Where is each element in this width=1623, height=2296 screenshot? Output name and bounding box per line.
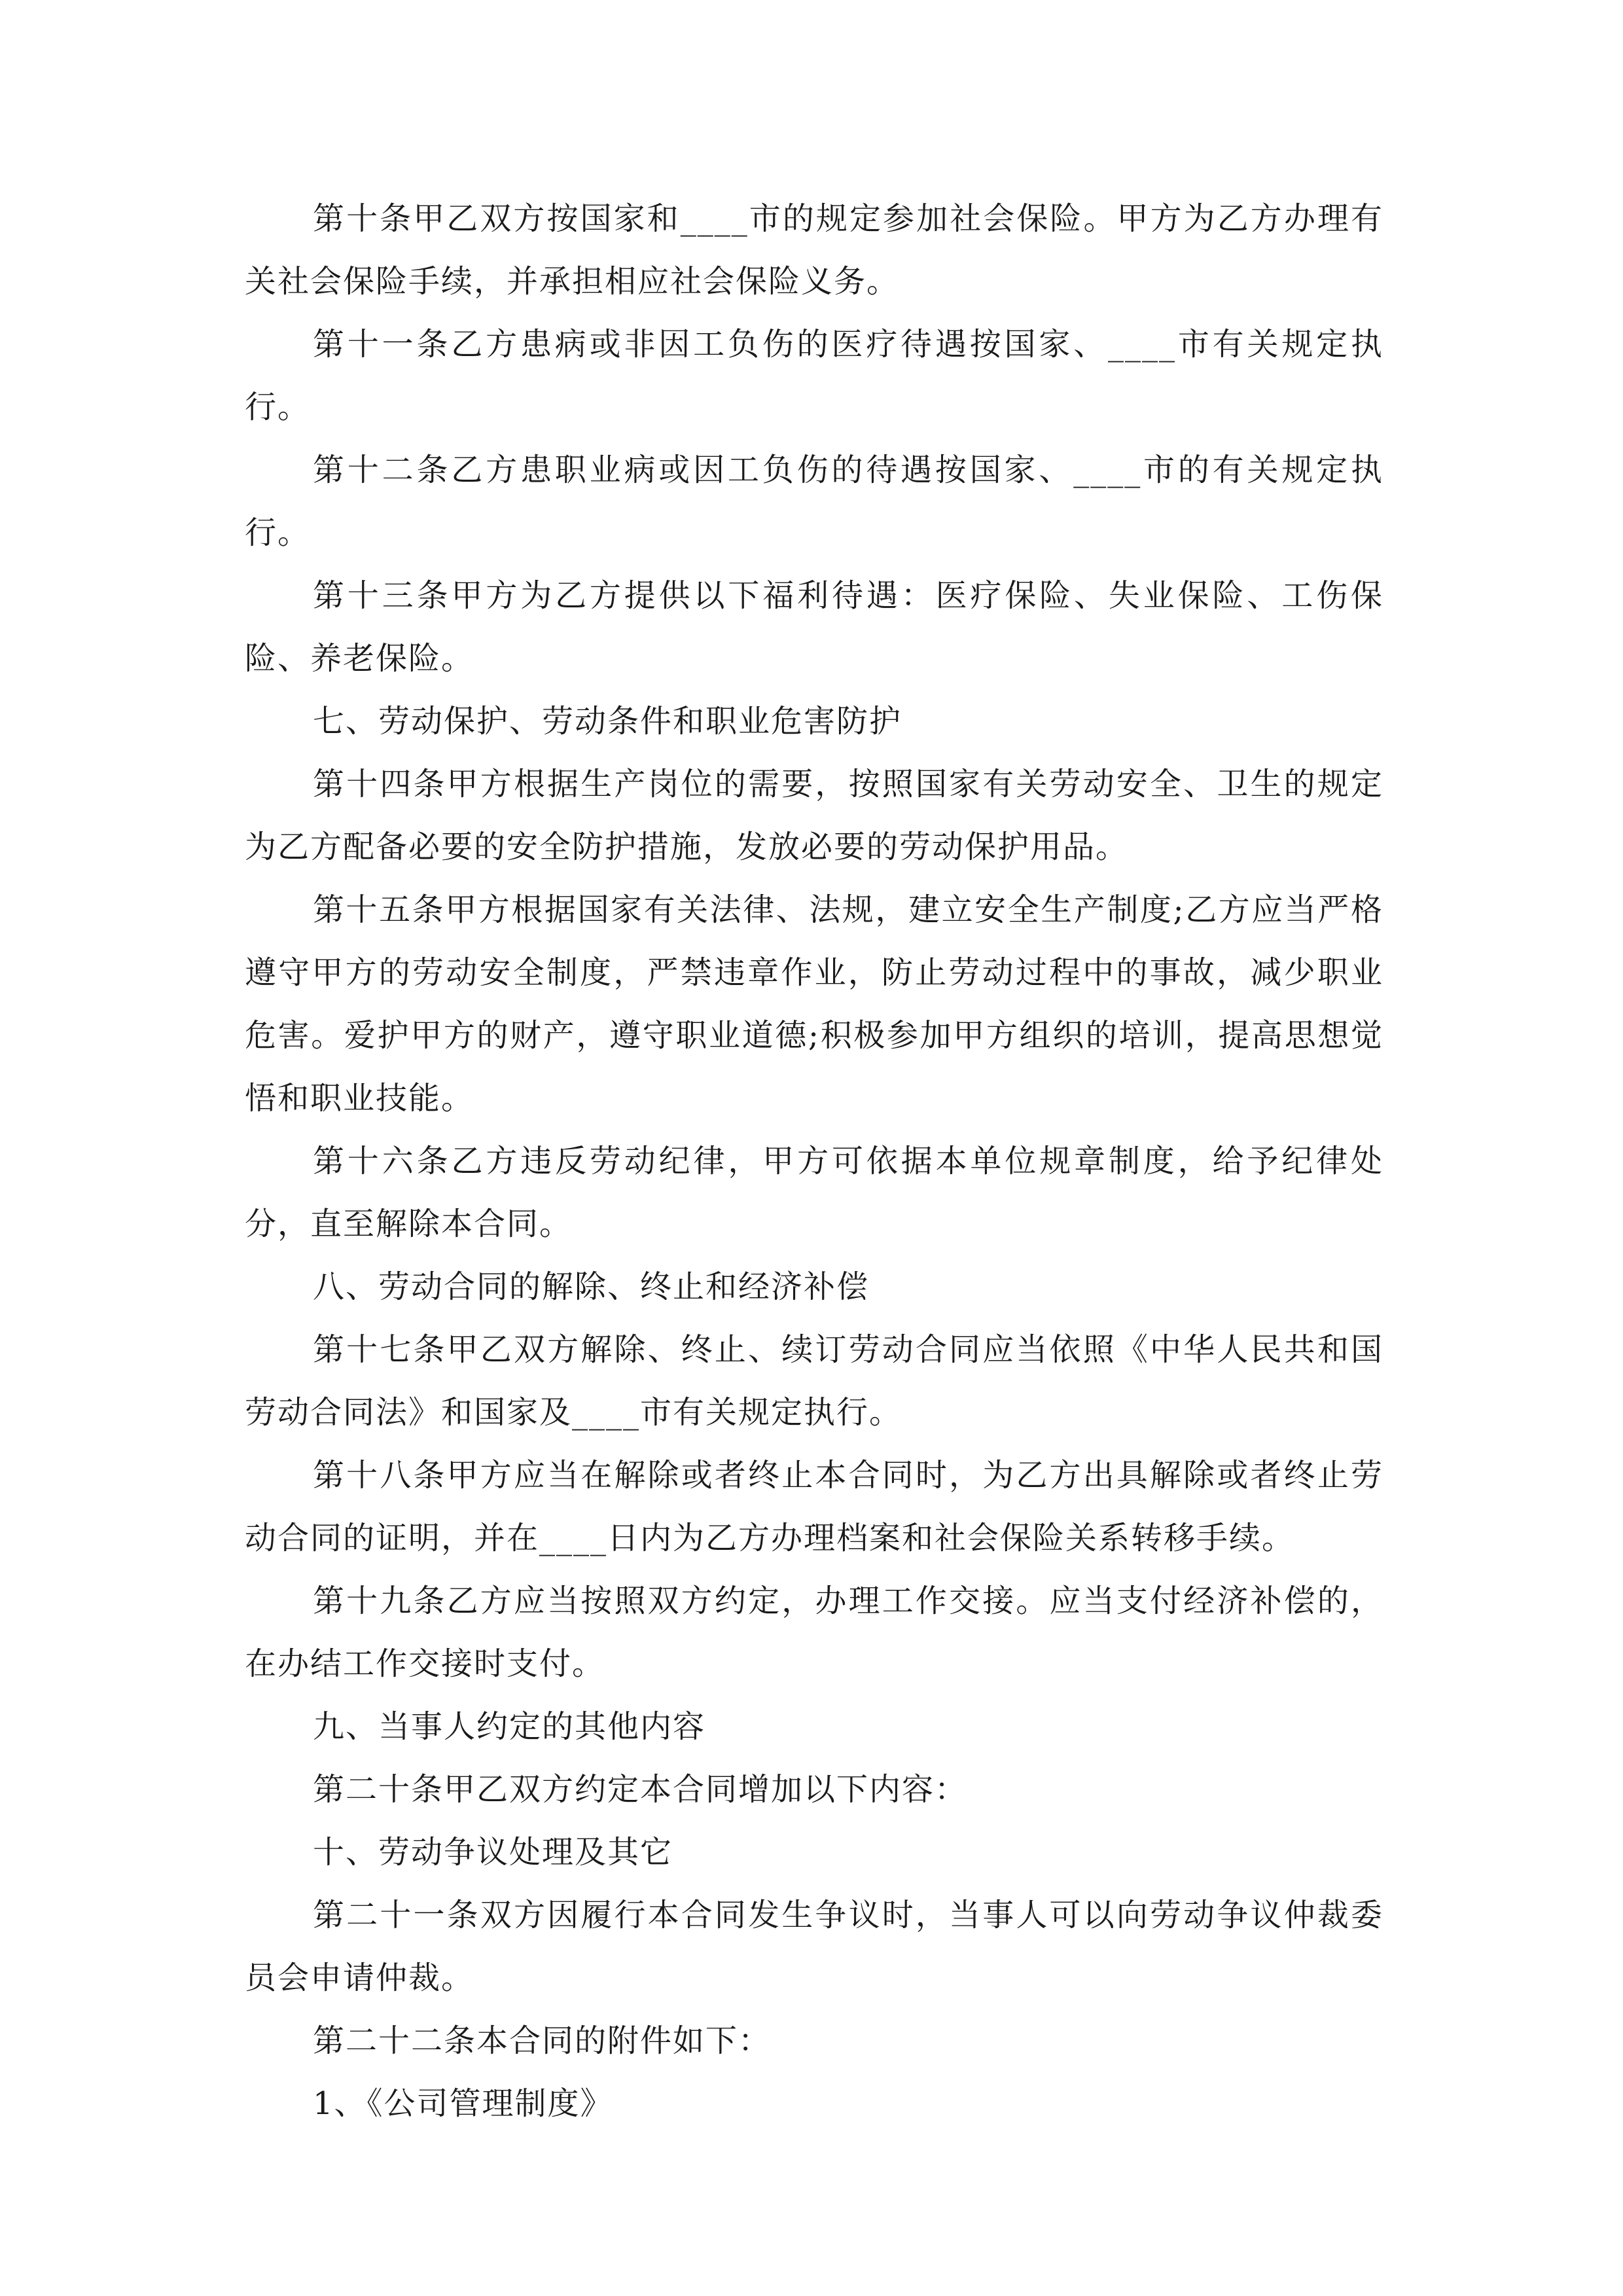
section-heading-9: 九、当事人约定的其他内容 — [313, 1708, 706, 1745]
paragraph-article-11: 第十一条乙方患病或非因工负伤的医疗待遇按国家、____市有关规定执行。 — [245, 326, 1383, 425]
document-body — [245, 187, 1383, 2135]
paragraph-article-16: 第十六条乙方违反劳动纪律，甲方可依据本单位规章制度，给予纪律处分，直至解除本合同。 — [245, 1143, 1383, 1242]
section-heading-7: 七、劳动保护、劳动条件和职业危害防护 — [313, 703, 902, 740]
paragraph-article-14: 第十四条甲方根据生产岗位的需要，按照国家有关劳动安全、卫生的规定为乙方配备必要的安全防护措施，发放必要的劳动保护用品。 — [245, 766, 1383, 865]
paragraph-article-15: 第十五条甲方根据国家有关法律、法规，建立安全生产制度;乙方应当严格遵守甲方的劳动安全制度，严禁违章作业，防止劳动过程中的事故，减少职业危害。爱护甲方的财产，遵守职业道德;积极参加甲方组织的培训，提高思想觉悟和职业技能。 — [245, 891, 1383, 1117]
paragraph-article-17: 第十七条甲乙双方解除、终止、续订劳动合同应当依照《中华人民共和国劳动合同法》和国家及____市有关规定执行。 — [245, 1331, 1383, 1431]
paragraph-article-10: 第十条甲乙双方按国家和____市的规定参加社会保险。甲方为乙方办理有关社会保险手续，并承担相应社会保险义务。 — [245, 200, 1383, 300]
paragraph-article-20: 第二十条甲乙双方约定本合同增加以下内容： — [313, 1771, 968, 1808]
paragraph-article-12: 第十二条乙方患职业病或因工负伤的待遇按国家、____市的有关规定执行。 — [245, 452, 1383, 551]
attachment-item-1: 1、《公司管理制度》 — [313, 2085, 613, 2122]
paragraph-article-22: 第二十二条本合同的附件如下： — [313, 2022, 772, 2059]
paragraph-article-18: 第十八条甲方应当在解除或者终止本合同时，为乙方出具解除或者终止劳动合同的证明，并在____日内为乙方办理档案和社会保险关系转移手续。 — [245, 1457, 1383, 1556]
paragraph-article-21: 第二十一条双方因履行本合同发生争议时，当事人可以向劳动争议仲裁委员会申请仲裁。 — [245, 1897, 1383, 1996]
section-heading-10: 十、劳动争议处理及其它 — [313, 1834, 673, 1871]
paragraph-article-19: 第十九条乙方应当按照双方约定，办理工作交接。应当支付经济补偿的，在办结工作交接时支付。 — [245, 1583, 1383, 1682]
section-heading-8: 八、劳动合同的解除、终止和经济补偿 — [313, 1268, 870, 1305]
paragraph-article-13: 第十三条甲方为乙方提供以下福利待遇：医疗保险、失业保险、工伤保险、养老保险。 — [245, 577, 1383, 677]
